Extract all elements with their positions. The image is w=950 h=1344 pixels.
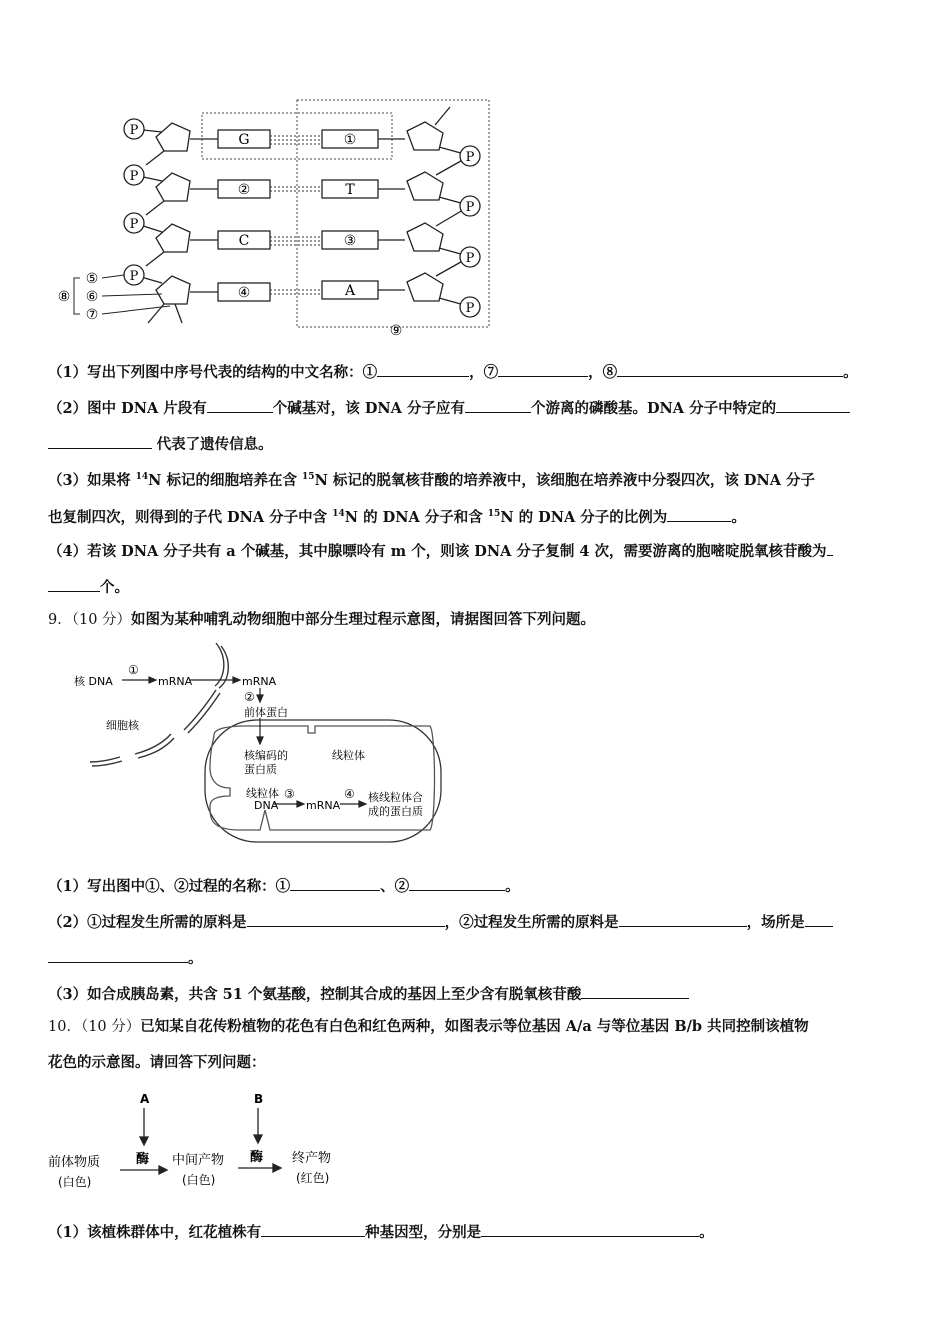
answer-blank[interactable] [247,911,445,927]
mito-dna-label-2: DNA [254,799,279,812]
base-3: ③ [343,233,357,249]
answer-blank[interactable] [805,911,833,927]
intermediate-color: (白色) [182,1173,216,1187]
label-8: ⑧ [57,289,71,305]
mitochondrion-label: 线粒体 [332,749,365,762]
svg-text:P: P [465,200,475,215]
answer-blank[interactable] [48,576,100,592]
answer-blank[interactable] [48,947,188,963]
answer-blank[interactable] [667,506,731,522]
answer-blank[interactable] [617,361,843,377]
enzyme-b-label: 酶 [250,1150,264,1165]
answer-blank[interactable] [619,911,747,927]
base-2: ② [237,182,251,198]
q8-part4-cont: 个。 [48,576,918,598]
mitochondrion [205,720,441,842]
step4-label: ④ [344,787,355,801]
mito-protein-label-1: 核线粒体合 [368,791,423,804]
intermediate-label: 中间产物 [172,1153,225,1168]
svg-text:P: P [129,123,139,138]
dna-structure-figure [50,95,500,340]
gene-b-label: B [254,1092,264,1106]
answer-blank[interactable] [261,1221,365,1237]
answer-blank[interactable] [48,433,152,449]
q9-part1: （1）写出图中①、②过程的名称：① 、② 。 [48,875,918,897]
answer-blank[interactable] [776,397,850,413]
q9-part2-cont: 。 [48,947,918,969]
label-5: ⑤ [85,271,99,287]
mito-dna-label-1: 线粒体 [246,787,279,800]
step1-label: ① [128,663,139,677]
step3-label: ③ [284,787,295,801]
cell-process-figure [70,638,450,848]
left-bases [218,130,270,301]
left-strand [134,123,218,323]
q9-part2: （2）①过程发生所需的原料是 ，②过程发生所需的原料是 ，场所是 [48,911,918,933]
mrna-label-1: mRNA [158,675,193,688]
answer-blank[interactable] [409,875,505,891]
q9-stem: 9．（10 分）如图为某种哺乳动物细胞中部分生理过程示意图，请据图回答下列问题。 [48,611,596,628]
svg-text:P: P [129,169,139,184]
label-9: ⑨ [389,323,403,339]
nuclear-encoded-label-2: 蛋白质 [244,763,277,776]
base-C: C [238,233,250,249]
gene-a-label: A [140,1092,150,1106]
final-product-label: 终产物 [292,1151,332,1166]
q10-part1: （1）该植株群体中，红花植株有 种基因型，分别是 。 [48,1221,918,1243]
precursor-color: (白色) [58,1175,92,1189]
base-4: ④ [237,285,251,301]
base-A: A [344,283,356,299]
answer-blank[interactable] [290,875,380,891]
base-T: T [345,182,355,198]
q8-part2: （2）图中 DNA 片段有 个碱基对，该 DNA 分子应有 个游离的磷酸基。DNA 分子中特定的 [48,397,918,419]
q8-part4: （4）若该 DNA 分子共有 a 个碱基，其中腺嘌呤有 m 个，则该 DNA 分子复制 4 次，需要游离的胞嘧啶脱氧核苷酸为 [48,540,918,562]
label-6: ⑥ [85,289,99,305]
svg-text:P: P [465,251,475,266]
answer-blank[interactable] [465,397,531,413]
svg-text:P: P [129,269,139,284]
q10-stem: 10．（10 分）已知某自花传粉植物的花色有白色和红色两种，如图表示等位基因 A/a 与等位基因 B/b 共同控制该植物 [48,1018,809,1035]
phosphate-left [124,119,144,285]
svg-text:P: P [129,217,139,232]
base-G: G [238,132,250,148]
phosphate-right [460,146,480,317]
label-7: ⑦ [85,307,99,323]
final-product-color: (红色) [296,1171,330,1185]
step2-label: ② [244,690,255,704]
answer-blank[interactable] [827,540,833,556]
mito-mrna-label: mRNA [306,799,341,812]
right-bases [322,130,378,299]
mito-protein-label-2: 成的蛋白质 [368,805,423,818]
answer-blank[interactable] [207,397,273,413]
precursor-label: 前体物质 [48,1155,101,1170]
q9-part3: （3）如合成胰岛素，共含 51 个氨基酸，控制其合成的基因上至少含有脱氧核苷酸 [48,983,918,1005]
flower-color-pathway-figure [46,1090,366,1200]
q8-part3-cont: 也复制四次，则得到的子代 DNA 分子中含 $^{14}$N 的 DNA 分子和含 $^{15}$N 的 DNA 分子的比例为 。 [48,504,918,528]
answer-blank[interactable] [498,361,588,377]
precursor-protein-label: 前体蛋白 [244,706,288,719]
q8-part3: （3）如果将 $^{14}$N 标记的细胞培养在含 $^{15}$N 标记的脱氧核苷酸的培养液中，该细胞在培养液中分裂四次，该 DNA 分子 [48,471,816,489]
nuclear-encoded-label-1: 核编码的 [244,749,288,762]
q10-stem-cont: 花色的示意图。请回答下列问题： [48,1054,266,1071]
mrna-label-2: mRNA [242,675,277,688]
svg-text:P: P [465,150,475,165]
hydrogen-bonds [270,136,322,294]
answer-blank[interactable] [581,983,689,999]
answer-blank[interactable] [481,1221,699,1237]
nuclear-membrane [90,643,228,766]
base-1: ① [343,132,357,148]
answer-blank[interactable] [377,361,469,377]
svg-text:P: P [465,301,475,316]
q8-part1: （1）写出下列图中序号代表的结构的中文名称：① ，⑦ ，⑧ 。 [48,361,918,383]
nuclear-dna-label: 核 DNA [74,675,113,688]
q8-part2-cont: 代表了遗传信息。 [48,433,918,455]
enzyme-a-label: 酶 [136,1152,150,1167]
nucleus-label: 细胞核 [106,719,139,732]
